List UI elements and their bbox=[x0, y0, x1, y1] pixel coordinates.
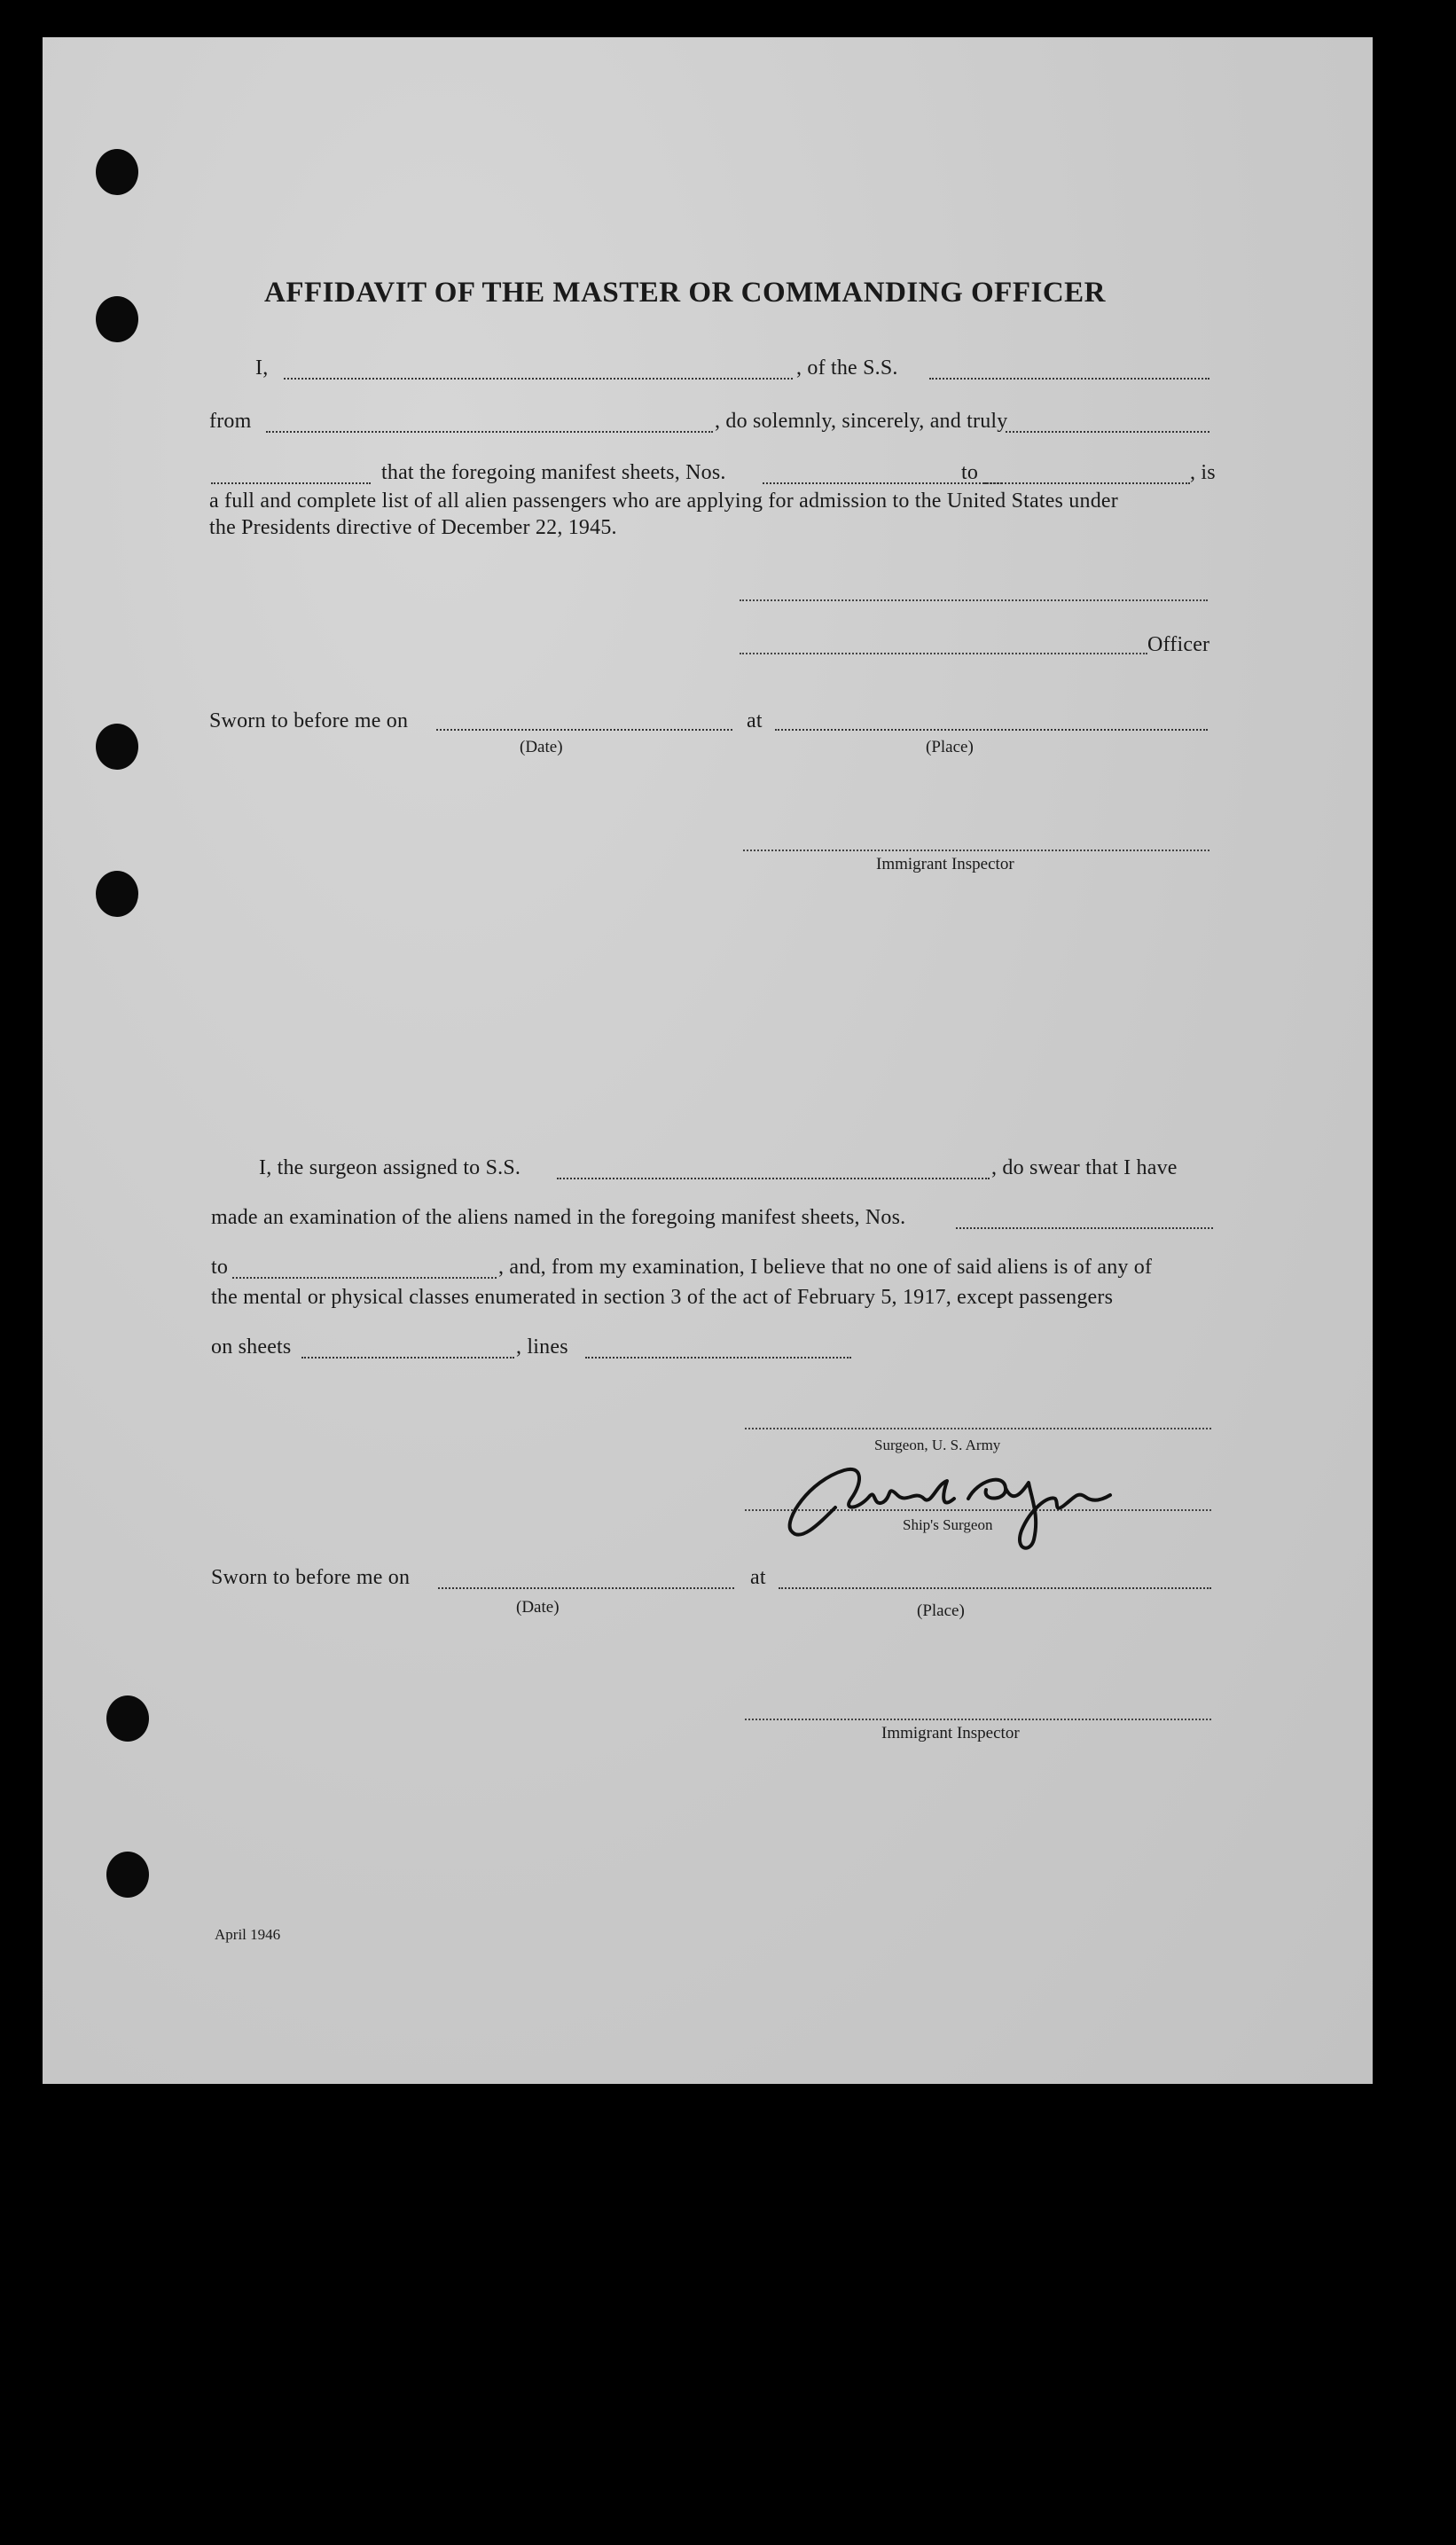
surgeon-nos-to-field[interactable] bbox=[232, 1277, 497, 1279]
army-surgeon-label: Surgeon, U. S. Army bbox=[874, 1437, 1001, 1453]
master-that-label: that the foregoing manifest sheets, Nos. bbox=[381, 461, 726, 484]
master-i-label: I, bbox=[255, 356, 269, 380]
officer-signature-line-2[interactable] bbox=[740, 653, 1147, 654]
surgeon-ship-field[interactable] bbox=[557, 1178, 990, 1179]
sworn1-place-caption: (Place) bbox=[926, 738, 974, 756]
document-page bbox=[43, 37, 1373, 2084]
sworn2-place-caption: (Place) bbox=[917, 1601, 965, 1620]
master-text-line5: the Presidents directive of December 22, 1945. bbox=[209, 516, 617, 539]
punch-hole bbox=[96, 149, 138, 195]
master-from-label: from bbox=[209, 410, 252, 433]
inspector1-signature-line[interactable] bbox=[743, 850, 1209, 851]
sworn1-label: Sworn to before me on bbox=[209, 709, 409, 732]
punch-hole bbox=[96, 871, 138, 917]
punch-hole bbox=[106, 1695, 149, 1742]
sworn1-at-label: at bbox=[747, 709, 763, 732]
officer-label: Officer bbox=[1147, 633, 1210, 656]
master-from-field[interactable] bbox=[266, 431, 713, 433]
master-nos-to-field[interactable] bbox=[984, 482, 1190, 484]
punch-hole bbox=[96, 296, 138, 342]
sworn1-place-field[interactable] bbox=[775, 729, 1208, 731]
surgeon-line2: made an examination of the aliens named in the foregoing manifest sheets, Nos. bbox=[211, 1206, 906, 1229]
master-text-line4: a full and complete list of all alien passengers who are applying for admission to the United States under bbox=[209, 489, 1118, 513]
master-ship-field[interactable] bbox=[929, 378, 1209, 380]
surgeon-nos-from-field[interactable] bbox=[956, 1227, 1213, 1229]
sworn2-place-field[interactable] bbox=[779, 1587, 1211, 1589]
page-title: AFFIDAVIT OF THE MASTER OR COMMANDING OFFICER bbox=[264, 277, 1106, 309]
inspector2-label: Immigrant Inspector bbox=[881, 1724, 1020, 1742]
surgeon-lines-label: , lines bbox=[516, 1335, 568, 1359]
master-to-label: to bbox=[961, 461, 979, 484]
form-date: April 1946 bbox=[215, 1926, 281, 1943]
surgeon-lines-field[interactable] bbox=[585, 1357, 851, 1359]
master-name-field[interactable] bbox=[284, 378, 793, 380]
master-of-ss-label: , of the S.S. bbox=[796, 356, 898, 380]
sworn2-date-field[interactable] bbox=[438, 1587, 734, 1589]
army-surgeon-signature-line[interactable] bbox=[745, 1428, 1211, 1429]
sworn1-date-caption: (Date) bbox=[520, 738, 563, 756]
ship-surgeon-label: Ship's Surgeon bbox=[903, 1516, 993, 1533]
punch-hole bbox=[106, 1852, 149, 1898]
surgeon-to-label: to bbox=[211, 1256, 229, 1279]
surgeon-line4: the mental or physical classes enumerated in section 3 of the act of February 5, 1917, except passengers bbox=[211, 1286, 1114, 1309]
surgeon-line1-start: I, the surgeon assigned to S.S. bbox=[259, 1156, 521, 1179]
officer-signature-line-1[interactable] bbox=[740, 599, 1208, 601]
sworn2-at-label: at bbox=[750, 1566, 766, 1589]
master-is-label: , is bbox=[1190, 461, 1216, 484]
master-oath-field[interactable] bbox=[1006, 431, 1209, 433]
sworn2-label: Sworn to before me on bbox=[211, 1566, 411, 1589]
surgeon-sheets-field[interactable] bbox=[301, 1357, 514, 1359]
master-oath-verb-field[interactable] bbox=[211, 482, 371, 484]
sworn1-date-field[interactable] bbox=[436, 729, 732, 731]
master-swear-label: , do solemnly, sincerely, and truly bbox=[715, 410, 1008, 433]
inspector1-label: Immigrant Inspector bbox=[876, 855, 1014, 873]
surgeon-signature bbox=[773, 1445, 1163, 1570]
surgeon-line1-end: , do swear that I have bbox=[991, 1156, 1178, 1179]
punch-hole bbox=[96, 724, 138, 770]
surgeon-on-sheets-label: on sheets bbox=[211, 1335, 292, 1359]
surgeon-line3-rest: , and, from my examination, I believe that no one of said aliens is of any of bbox=[498, 1256, 1153, 1279]
sworn2-date-caption: (Date) bbox=[516, 1598, 560, 1617]
inspector2-signature-line[interactable] bbox=[745, 1719, 1211, 1720]
